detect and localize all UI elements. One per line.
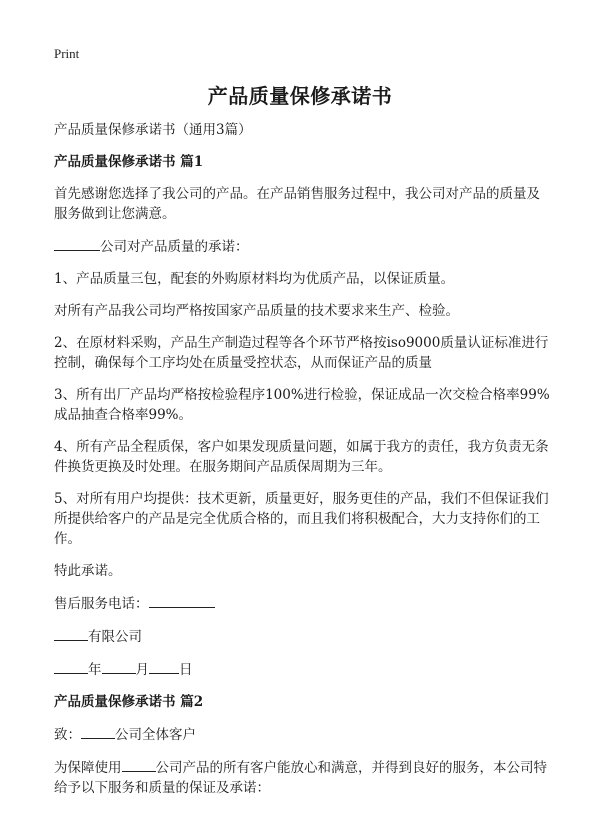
company-suffix: 有限公司 bbox=[88, 629, 142, 645]
section-1-item-5: 5、对所有用户均提供：技术更新，质量更好，服务更佳的产品，我们不但保证我们所提供给客户的产品是完全优质合格的，而且我们将积极配合，大力支持你们的工作。 bbox=[54, 491, 549, 547]
phone-label: 售后服务电话： bbox=[54, 596, 149, 612]
company-line bbox=[54, 626, 550, 647]
section-1-item-3: 3、所有出厂产品均严格按检验程序100%进行检验，保证成品一次交检合格率99%成品抽查合格率99%。 bbox=[54, 387, 550, 423]
section-2-addressee bbox=[54, 724, 550, 745]
paragraph-prefix: 为保障使用 bbox=[54, 760, 122, 776]
section-2-paragraph-1 bbox=[54, 757, 550, 798]
date-year-label: 年 bbox=[88, 662, 102, 678]
blank-line bbox=[81, 724, 115, 739]
section-1-item-4: 4、所有产品全程质保，客户如果发现质量问题，如属于我方的责任，我方负责无条件换货更换及时处理。在服务期间产品质保周期为三年。 bbox=[54, 439, 549, 475]
section-2-heading: 产品质量保修承诺书 篇2 bbox=[54, 694, 204, 710]
blank-line bbox=[54, 659, 88, 674]
section-1-paragraph-1: 首先感谢您选择了我公司的产品。在产品销售服务过程中，我公司对产品的质量及服务做到让您满意。 bbox=[54, 186, 540, 222]
section-1-item-1b: 对所有产品我公司均严格按国家产品质量的技术要求来生产、检验。 bbox=[54, 303, 459, 319]
date-month-label: 月 bbox=[135, 662, 149, 678]
section-1-heading: 产品质量保修承诺书 篇1 bbox=[54, 154, 204, 170]
addressee-prefix: 致： bbox=[54, 727, 81, 743]
section-1-commitment-line bbox=[54, 236, 550, 257]
section-1-item-1: 1、产品质量三包，配套的外购原材料均为优质产品，以保证质量。 bbox=[54, 271, 455, 287]
blank-line bbox=[102, 659, 136, 674]
section-1-closing: 特此承诺。 bbox=[54, 563, 122, 579]
paragraph-suffix: 公司产品的所有客户能放心和满意，并得到良好的服务，本公司特给予以下服务和质量的保证及承诺： bbox=[54, 760, 547, 796]
blank-line bbox=[122, 757, 156, 772]
section-1-item-2: 2、在原材料采购，产品生产制造过程等各个环节严格按iso9000质量认证标准进行控制，确保每个工序均处在质量受控状态，从而保证产品的质量 bbox=[54, 335, 549, 371]
addressee-suffix: 公司全体客户 bbox=[115, 727, 196, 743]
document-subtitle: 产品质量保修承诺书（通用3篇） bbox=[54, 122, 252, 138]
document-body bbox=[54, 120, 550, 810]
phone-line bbox=[54, 593, 550, 614]
blank-line bbox=[149, 659, 179, 674]
date-line bbox=[54, 659, 550, 680]
blank-line bbox=[54, 626, 88, 641]
date-day-label: 日 bbox=[179, 662, 193, 678]
blank-line bbox=[54, 236, 100, 251]
document-title: 产品质量保修承诺书 bbox=[207, 84, 393, 108]
blank-line bbox=[149, 593, 215, 608]
commitment-text: 公司对产品质量的承诺： bbox=[100, 239, 249, 255]
print-label: Print bbox=[54, 46, 80, 61]
